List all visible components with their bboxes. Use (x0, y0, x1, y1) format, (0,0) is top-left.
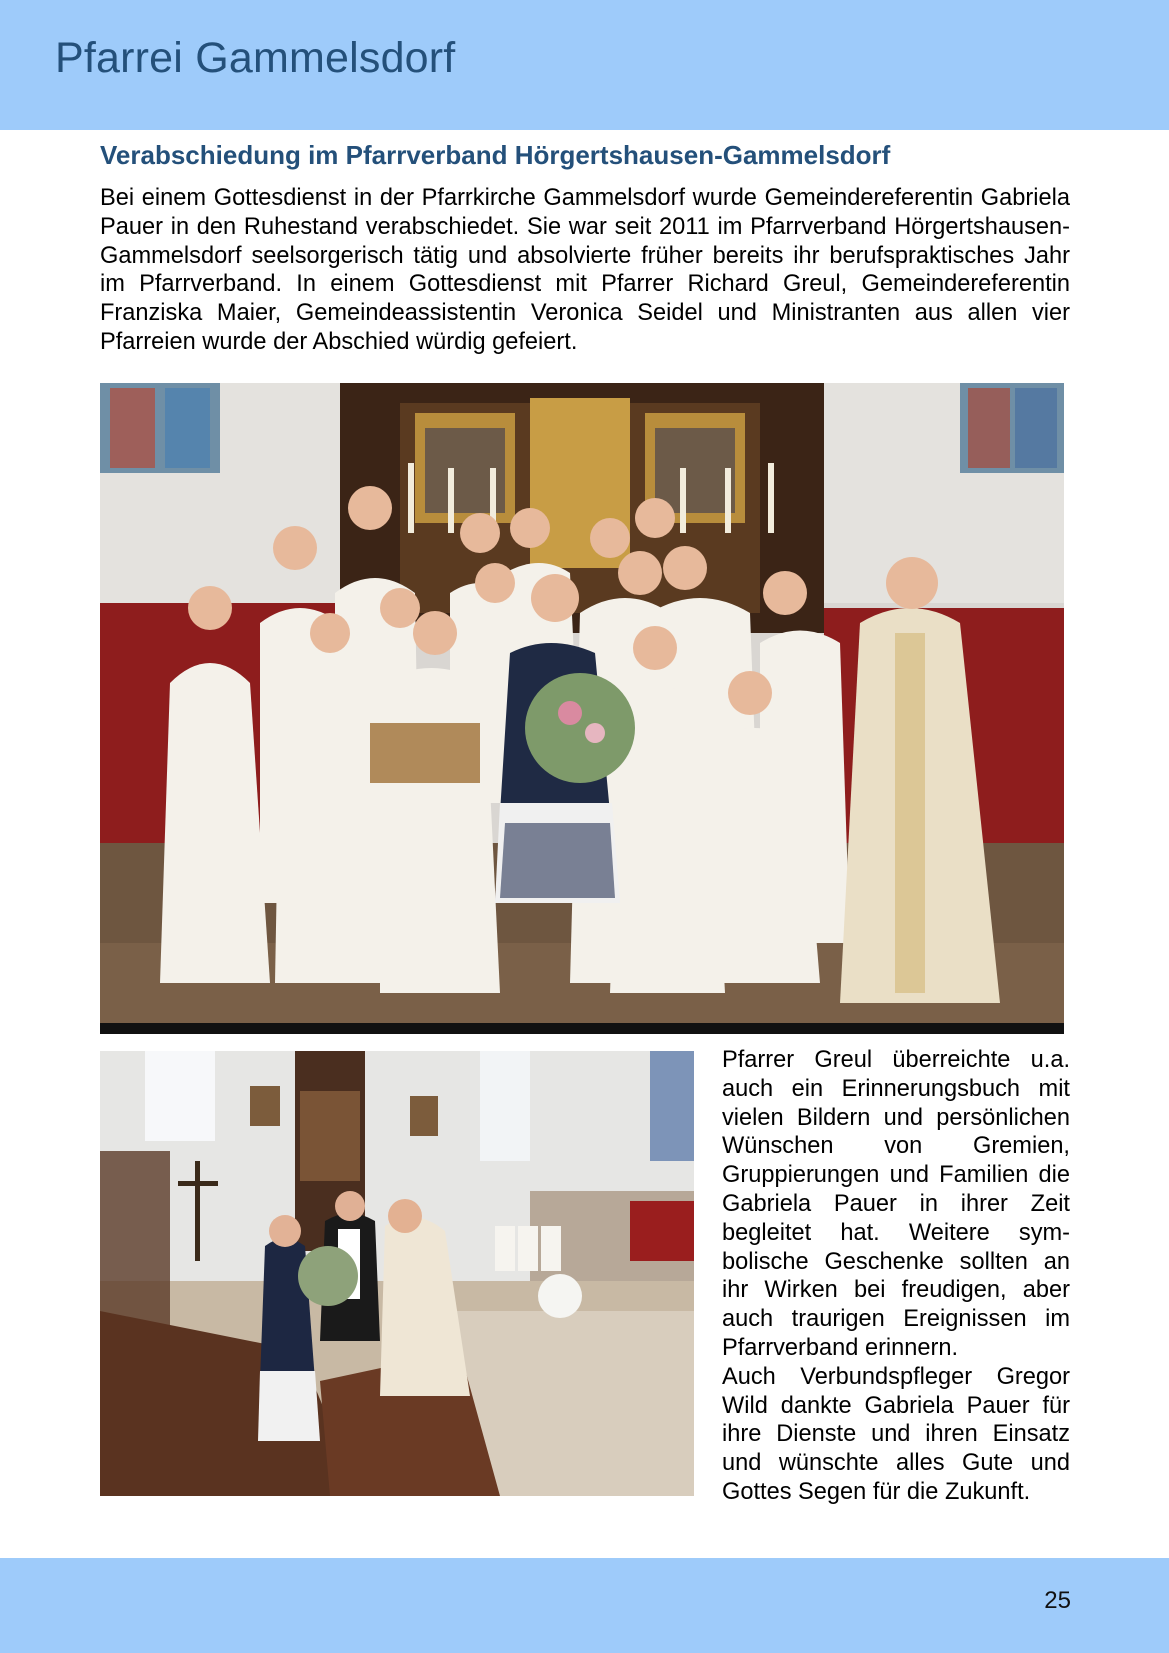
paragraph-book: Pfarrer Greul überreichte u.a. auch ein Erinnerungsbuch mit vielen Bildern und persönlichen Wünschen von Gremien, Gruppierungen und Familien die Gabriela Pauer in ihrer Zeit begleitet hat. Weitere sym-bolische Geschenke sollten an ihr Wirken bei freudigen, aber auch traurigen Ereignissen im Pfarrverband erinnern. (722, 1047, 1070, 1361)
article-intro: Bei einem Gottesdienst in der Pfarrkirche Gammelsdorf wurde Gemeindereferentin Gabriela Pauer in den Ruhestand verabschiedet. Sie war seit 2011 im Pfarrverband Hörgertshausen-Gammelsdorf seelsorgerisch tätig und absolvierte früher bereits ihr berufspraktisches Jahr im Pfarrverband. In einem Gottesdienst mit Pfarrer Richard Greul, Gemeindereferentin Franziska Maier, Gemeindeassistentin Veronica Seidel und Ministranten aus allen vier Pfarreien wurde der Abschied würdig gefeiert. (100, 185, 1070, 355)
page-header (0, 0, 1169, 130)
page-footer (0, 1558, 1169, 1653)
side-text (722, 1046, 1070, 1507)
ceremony-photo (100, 1051, 694, 1496)
page-title: Pfarrei Gammelsdorf (55, 34, 456, 82)
page-number: 25 (1044, 1587, 1071, 1614)
paragraph-thanks: Auch Verbundspfleger Gregor Wild dankte Gabriela Pauer für ihre Dienste und ihren Einsatz und wünschte alles Gute und Gottes Segen für die Zukunft. (722, 1363, 1070, 1505)
group-photo (100, 383, 1064, 1034)
article-heading: Verabschiedung im Pfarrverband Hörgertshausen-Gammelsdorf (100, 140, 891, 170)
